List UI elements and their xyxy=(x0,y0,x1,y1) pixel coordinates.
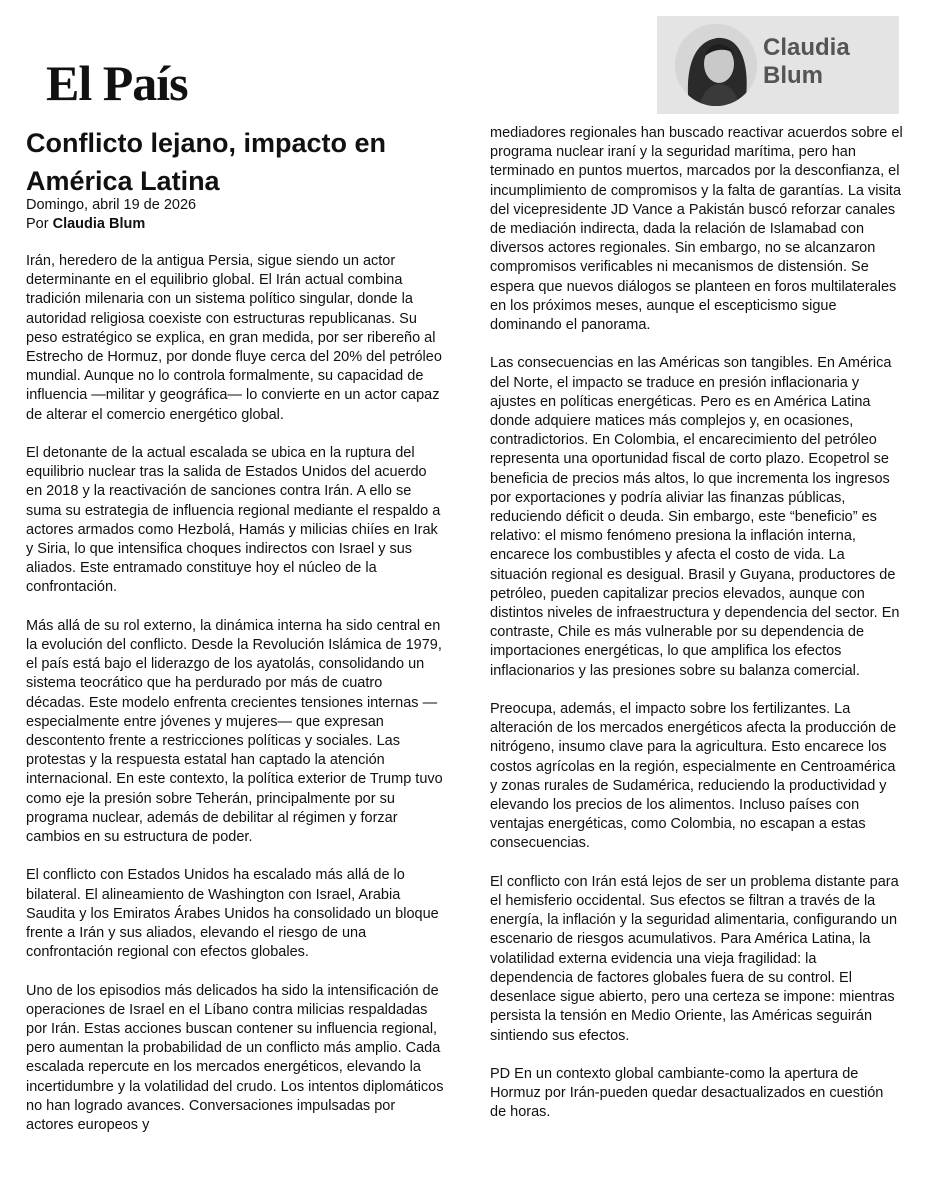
paragraph: Uno de los episodios más delicados ha sido la intensificación de operaciones de Israel en el Líbano contra milicias respaldadas por Irán. Estas acciones buscan contener su influencia regional, pero aumentan la probabilidad de un conflicto más amplio. Cada escalada repercute en los mercados energéticos, elevando la incertidumbre y la volatilidad del crudo. Los intentos diplomáticos no han logrado avances. Conversaciones impulsadas por actores europeos y xyxy=(26,982,444,1134)
article-meta xyxy=(26,196,456,234)
paragraph: El conflicto con Irán está lejos de ser un problema distante para el hemisferio occidental. Sus efectos se filtran a través de la energía, la inflación y la seguridad alimentaria, configurando un escenario de riesgos acumulativos. Para América Latina, la volatilidad externa evidencia una vieja fragilidad: la dependencia de factores globales fuera de su control. El desenlace sigue abierto, pero una certeza se impone: mientras persista la tensión en Medio Oriente, las Américas seguirán sintiendo sus efectos. xyxy=(490,873,899,1044)
author-first-name: Claudia xyxy=(763,34,850,61)
paragraph: El conflicto con Estados Unidos ha escalado más allá de lo bilateral. El alineamiento de Washington con Israel, Arabia Saudita y los Emiratos Árabes Unidos ha consolidado un bloque frente a Irán y sus aliados, elevando el riesgo de una confrontación regional con efectos globales. xyxy=(26,867,439,961)
article-title: Conflicto lejano, impacto en América Latina xyxy=(26,128,387,196)
author-last-name: Blum xyxy=(763,62,823,89)
paragraph: Más allá de su rol externo, la dinámica interna ha sido central en la evolución del conflicto. Desde la Revolución Islámica de 1979, el país está bajo el liderazgo de los ayatolás, consolidando un sistema teocrático que ha perdurado por más de cuatro décadas. Este modelo enfrenta crecientes tensiones internas —especialmente entre jóvenes y mujeres— que expresan descontento frente a restricciones políticas y sociales. Las protestas y la respuesta estatal han captado la atención internacional. En este contexto, la política exterior de Trump tuvo como eje la presión sobre Teherán, principalmente por su programa nuclear, además de debilitar al régimen y forzar cambios en su estructura de poder. xyxy=(26,617,443,846)
author-name xyxy=(763,34,893,90)
article-date: Domingo, abril 19 de 2026 xyxy=(26,197,197,213)
author-box xyxy=(657,16,899,114)
article-byline xyxy=(26,215,456,234)
paragraph: mediadores regionales han buscado reactivar acuerdos sobre el programa nuclear iraní y la seguridad marítima, pero han terminado en puntos muertos, marcados por la desconfianza, el incumplimiento de compromisos y la falta de garantías. La visita del vicepresidente JD Vance a Pakistán buscó reforzar canales de mediación indirecta, dada la relación de Islamabad con diversos actores regionales. Sin embargo, no se alcanzaron compromisos verificables ni mecanismos de distensión. Se espera que nuevos diálogos se planteen en foros multilaterales en los próximos meses, aunque el escepticismo sigue dominando el panorama. xyxy=(490,125,903,334)
article-column-left xyxy=(26,252,444,1154)
article-column-right xyxy=(490,124,903,1142)
byline-prefix: Por xyxy=(26,216,49,232)
paragraph: El detonante de la actual escalada se ubica en la ruptura del equilibrio nuclear tras la salida de Estados Unidos del acuerdo en 2018 y la reactivación de sanciones contra Irán. A ello se suma su estrategia de influencia regional mediante el respaldo a actores armados como Hezbolá, Hamás y milicias chiíes en Irak y Siria, lo que intensifica choques indirectos con Israel y sus aliados. Este entramado constituye hoy el núcleo de la confrontación. xyxy=(26,445,441,596)
paragraph: Preocupa, además, el impacto sobre los fertilizantes. La alteración de los mercados energéticos afecta la producción de nitrógeno, insumo clave para la agricultura. Esto encarece los costos agrícolas en la región, especialmente en Centroamérica y zonas rurales de Sudamérica, reduciendo la productividad y elevando los precios de los alimentos. Incluso países con ventajas energéticas, como Colombia, no escapan a estas consecuencias. xyxy=(490,701,897,852)
paragraph: Las consecuencias en las Américas son tangibles. En América del Norte, el impacto se traduce en presión inflacionaria y ajustes en políticas energéticas. Pero es en América Latina donde adquiere matices más complejos y, en ocasiones, contradictorios. En Colombia, el encarecimiento del petróleo representa una oportunidad fiscal de corto plazo. Ecopetrol se beneficia de precios más altos, lo que incrementa los ingresos por exportaciones y podría aliviar las finanzas públicas, reduciendo déficit o deuda. Sin embargo, este “beneficio” es relativo: el mismo fenómeno presiona la inflación interna, encarece los combustibles y afecta el costo de vida. La situación regional es desigual. Brasil y Guyana, productores de petróleo, pueden capitalizar precios elevados, aunque con distintos niveles de infraestructura y dependencia del sector. En contraste, Chile es más vulnerable por su dependencia de importaciones energéticas, lo que amplifica los efectos inflacionarios y las presiones sobre su balanza comercial. xyxy=(490,355,900,679)
author-avatar xyxy=(675,24,757,106)
el-pais-logo: El País xyxy=(46,55,188,111)
author-portrait-icon xyxy=(675,24,757,106)
postscript: PD En un contexto global cambiante-como la apertura de Hormuz por Irán-pueden quedar desactualizados en cuestión de horas. xyxy=(490,1065,884,1121)
byline-author: Claudia Blum xyxy=(52,216,146,232)
paragraph: Irán, heredero de la antigua Persia, sigue siendo un actor determinante en el equilibrio global. El Irán actual combina tradición milenaria con un sistema político singular, donde la autoridad religiosa coexiste con estructuras republicanas. Su peso estratégico se explica, en gran medida, por ser ribereño al Estrecho de Hormuz, por donde fluye cerca del 20% del petróleo mundial. Aunque no lo controla formalmente, su capacidad de influencia —militar y geográfica— lo convierte en un actor capaz de alterar el comercio energético global. xyxy=(26,253,442,423)
